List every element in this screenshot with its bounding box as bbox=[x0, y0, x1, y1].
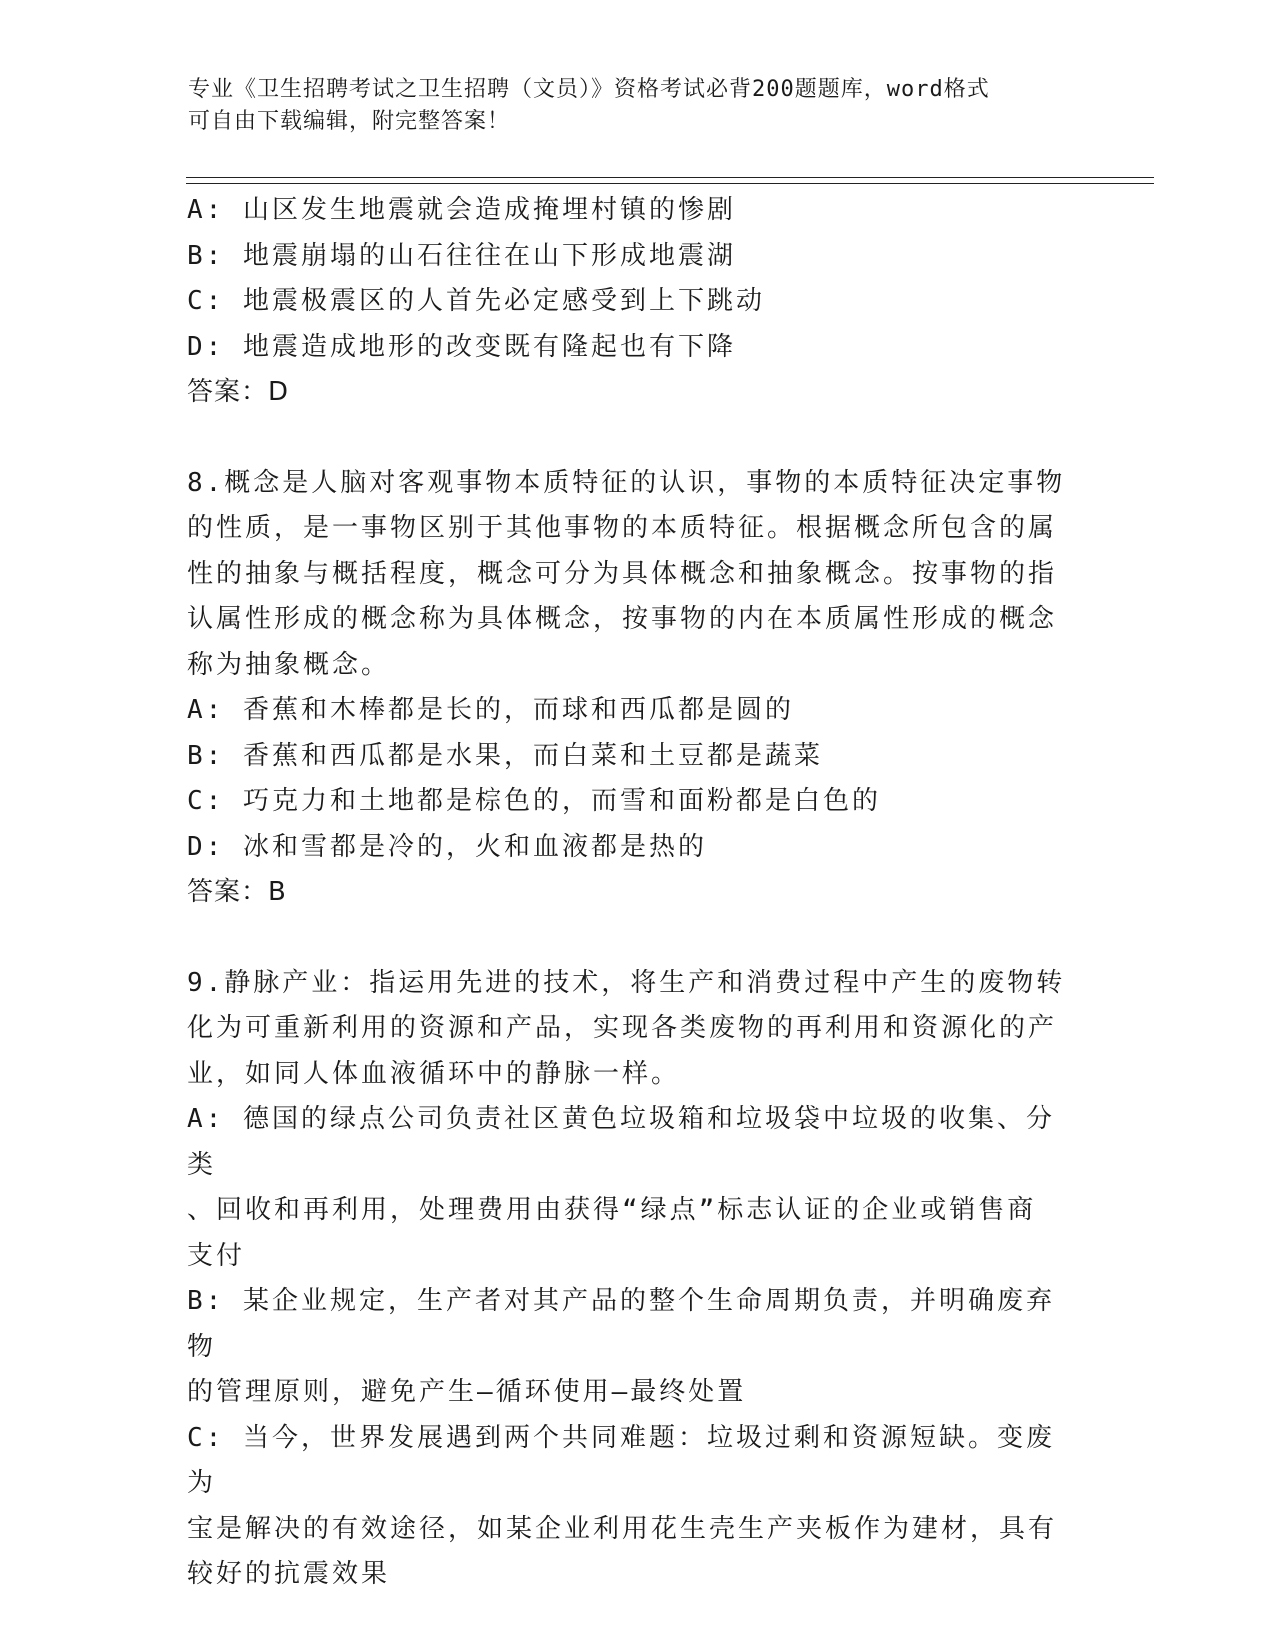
answer: 答案：B bbox=[187, 877, 287, 907]
question-stem-line: 业，如同人体血液循环中的静脉一样。 bbox=[187, 1058, 681, 1089]
question-stem-line: 认属性形成的概念称为具体概念，按事物的内在本质属性形成的概念 bbox=[187, 604, 1058, 634]
spacer bbox=[187, 416, 1077, 461]
question-7 bbox=[187, 188, 1077, 416]
header-title-line-1: 专业《卫生招聘考试之卫生招聘（文员）》资格考试必背200题题库，word格式 bbox=[188, 77, 990, 102]
option-a-line: 支付 bbox=[187, 1240, 246, 1271]
question-stem-line: 的性质，是一事物区别于其他事物的本质特征。根据概念所包含的属 bbox=[187, 513, 1058, 543]
question-stem-line: 称为抽象概念。 bbox=[187, 649, 391, 680]
spacer bbox=[187, 916, 1077, 961]
question-stem-line: 化为可重新利用的资源和产品，实现各类废物的再利用和资源化的产 bbox=[187, 1013, 1058, 1043]
header-divider bbox=[186, 177, 1154, 178]
option-c: C: 地震极震区的人首先必定感受到上下跳动 bbox=[187, 286, 765, 316]
option-b: B: 香蕉和西瓜都是水果，而白菜和土豆都是蔬菜 bbox=[187, 740, 823, 771]
question-stem-line: 9.静脉产业：指运用先进的技术，将生产和消费过程中产生的废物转 bbox=[187, 967, 1066, 998]
header-title-line-2: 可自由下载编辑，附完整答案！ bbox=[188, 109, 511, 134]
option-a: A: 香蕉和木棒都是长的，而球和西瓜都是圆的 bbox=[187, 695, 794, 725]
option-d: D: 冰和雪都是冷的，火和血液都是热的 bbox=[187, 831, 707, 862]
option-b-line: 的管理原则，避免产生—循环使用—最终处置 bbox=[187, 1377, 747, 1407]
option-c-line: 宝是解决的有效途径，如某企业利用花生壳生产夹板作为建材，具有 bbox=[187, 1513, 1058, 1544]
answer: 答案：D bbox=[187, 377, 290, 407]
option-b-line: B: 某企业规定，生产者对其产品的整个生命周期负责，并明确废弃物 bbox=[187, 1286, 1055, 1362]
question-9 bbox=[187, 961, 1077, 1598]
option-d: D: 地震造成地形的改变既有隆起也有下降 bbox=[187, 331, 736, 362]
document-header bbox=[188, 74, 1068, 138]
option-c: C: 巧克力和土地都是棕色的，而雪和面粉都是白色的 bbox=[187, 786, 881, 816]
question-stem-line: 8.概念是人脑对客观事物本质特征的认识，事物的本质特征决定事物 bbox=[187, 467, 1066, 498]
question-8 bbox=[187, 461, 1077, 916]
option-c-line: C: 当今，世界发展遇到两个共同难题：垃圾过剩和资源短缺。变废为 bbox=[187, 1422, 1055, 1498]
header-divider-secondary bbox=[186, 183, 1154, 184]
option-b: B: 地震崩塌的山石往往在山下形成地震湖 bbox=[187, 240, 736, 271]
option-c-line: 较好的抗震效果 bbox=[187, 1559, 391, 1589]
option-a-line: 、回收和再利用，处理费用由获得“绿点”标志认证的企业或销售商 bbox=[187, 1195, 1037, 1225]
option-a: A: 山区发生地震就会造成掩埋村镇的惨剧 bbox=[187, 195, 736, 225]
option-a-line: A: 德国的绿点公司负责社区黄色垃圾箱和垃圾袋中垃圾的收集、分类 bbox=[187, 1104, 1055, 1180]
question-stem-line: 性的抽象与概括程度，概念可分为具体概念和抽象概念。按事物的指 bbox=[187, 558, 1058, 589]
question-content bbox=[187, 188, 1077, 1598]
